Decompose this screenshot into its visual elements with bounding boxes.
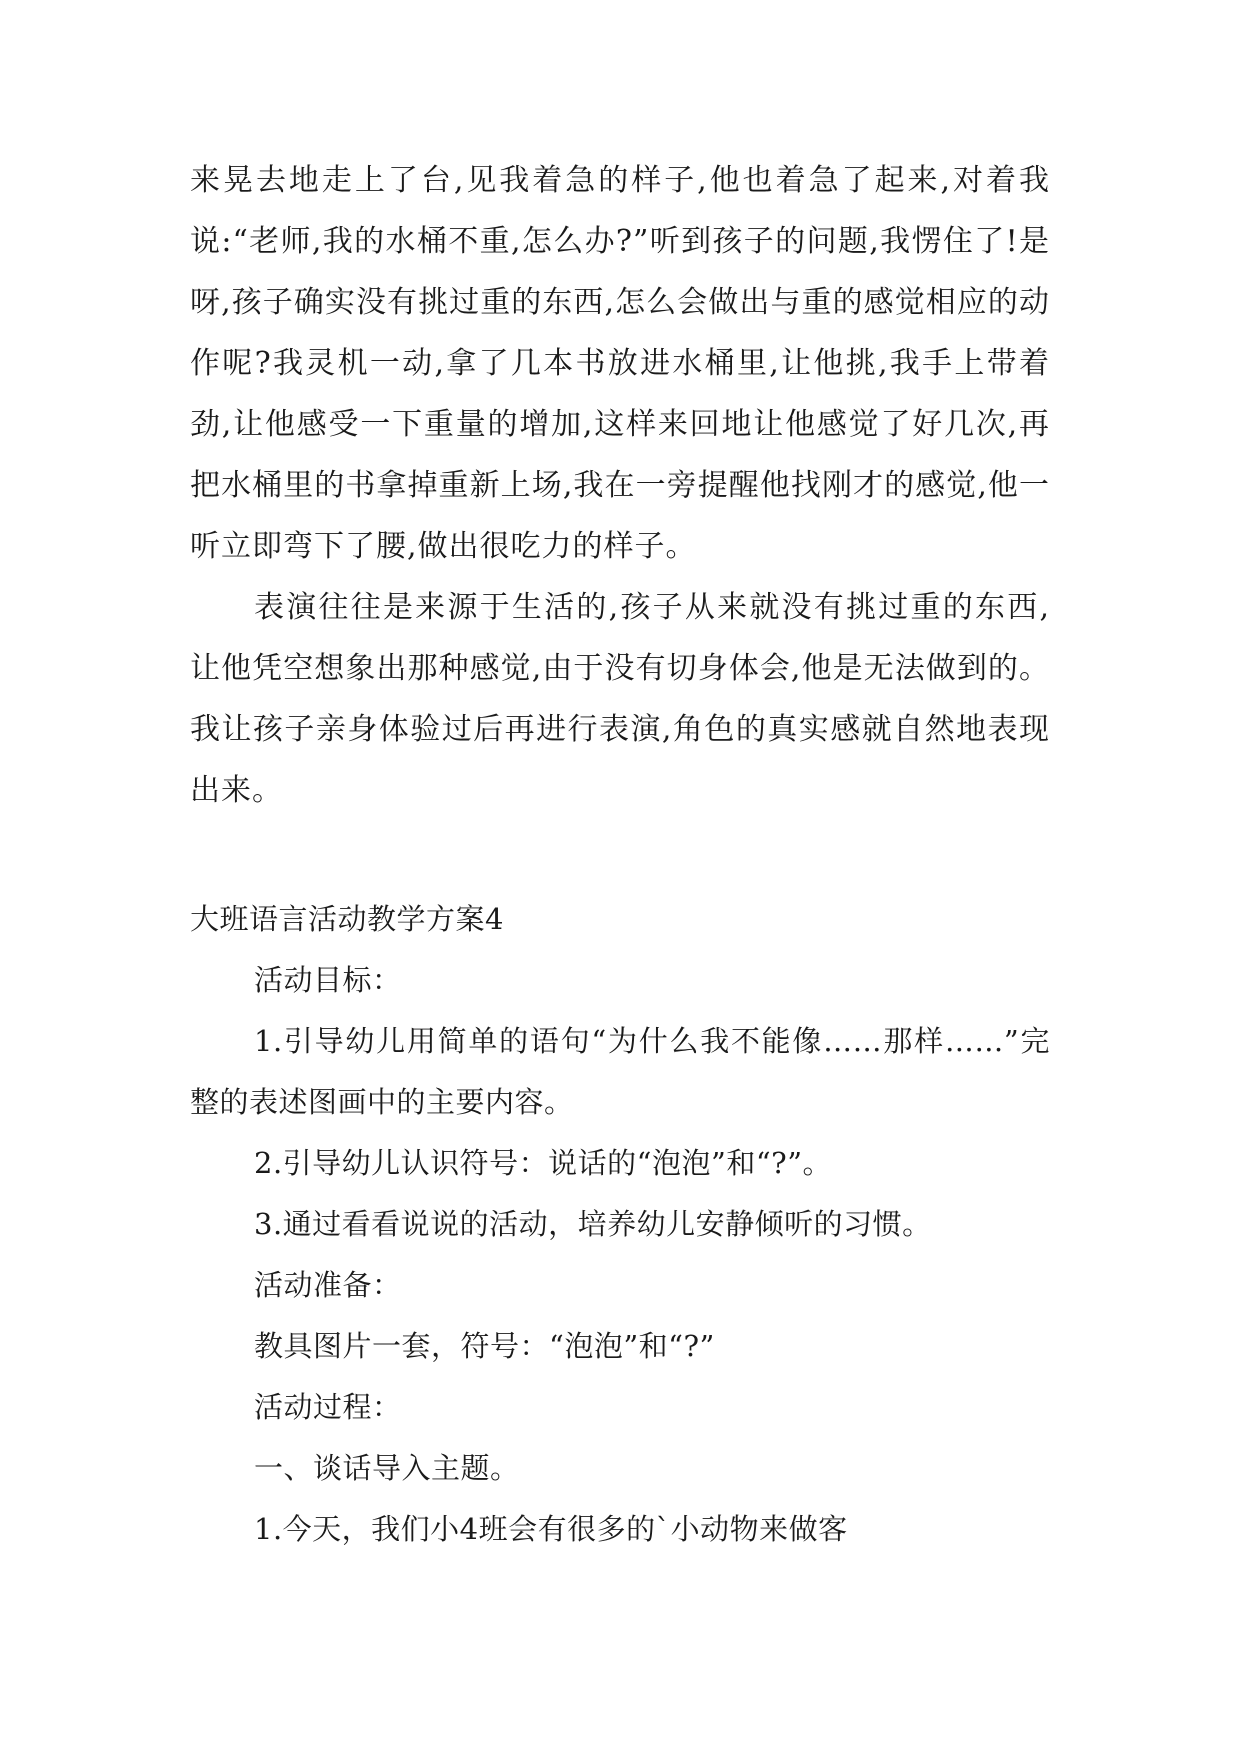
goal-item: 2.引导幼儿认识符号：说话的“泡泡”和“?”。 [254,1146,833,1180]
body-paragraph: 来晃去地走上了台,见我着急的样子,他也着急了起来,对着我说:“老师,我的水桶不重,怎么办?”听到孩子的问题,我愣住了!是呀,孩子确实没有挑过重的东西,怎么会做出与重的感觉相应的动作呢?我灵机一动,拿了几本书放进水桶里,让他挑,我手上带着劲,让他感受一下重量的增加,这样来回地让他感觉了好几次,再把水桶里的书拿掉重新上场,我在一旁提醒他找刚才的感觉,他一听立即弯下了腰,做出很吃力的样子。 [190,163,1050,564]
document-page [190,150,1050,1560]
goal-item: 1.引导幼儿用简单的语句“为什么我不能像……那样……”完整的表述图画中的主要内容。 [190,1024,1050,1119]
section-gap [190,821,1050,889]
preparation-label: 活动准备： [254,1268,402,1302]
step-item: 1.今天，我们小4班会有很多的`小动物来做客 [254,1512,848,1546]
goals-label: 活动目标： [254,963,402,997]
goal-item: 3.通过看看说说的活动，培养幼儿安静倾听的习惯。 [254,1207,932,1241]
section-title: 大班语言活动教学方案4 [190,902,504,936]
process-label: 活动过程： [254,1390,402,1424]
step-title: 一、谈话导入主题。 [254,1451,520,1485]
preparation-text: 教具图片一套，符号：“泡泡”和“?” [254,1329,715,1363]
body-paragraph: 表演往往是来源于生活的,孩子从来就没有挑过重的东西,让他凭空想象出那种感觉,由于没有切身体会,他是无法做到的。我让孩子亲身体验过后再进行表演,角色的真实感就自然地表现出来。 [190,590,1050,808]
